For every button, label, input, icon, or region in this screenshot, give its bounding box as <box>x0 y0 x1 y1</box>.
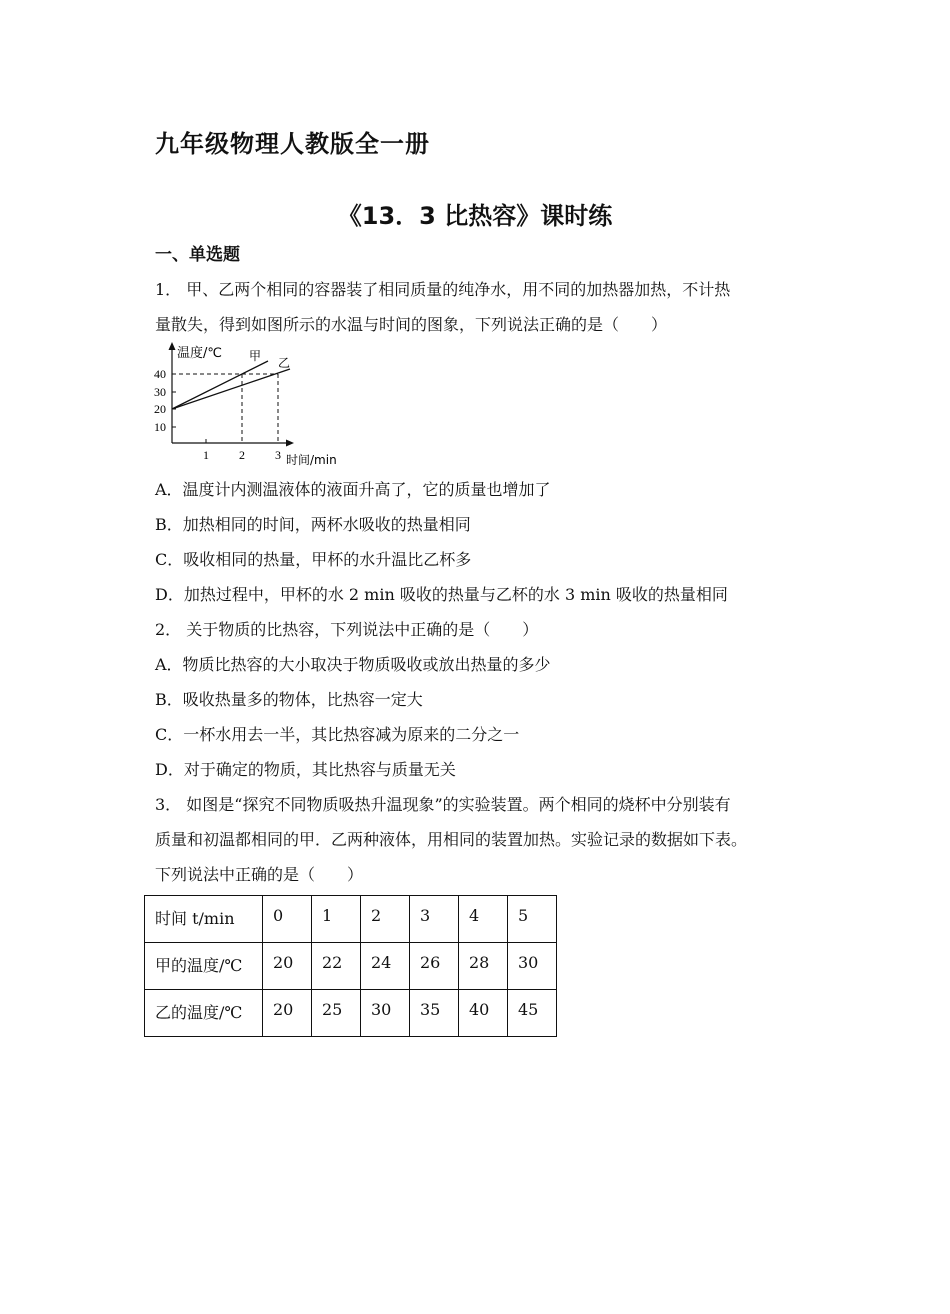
section-heading: 一、单选题 <box>155 245 240 265</box>
table-row <box>145 990 557 1037</box>
q3-stem-line2: 质量和初温都相同的甲．乙两种液体，用相同的装置加热。实验记录的数据如下表。 <box>155 830 748 849</box>
y-tick-label: 10 <box>154 420 166 434</box>
q1-option-a: A．温度计内测温液体的液面升高了，它的质量也增加了 <box>155 480 551 499</box>
x-axis-label: 时间/min <box>286 453 337 467</box>
table-row <box>145 896 557 943</box>
book-title: 九年级物理人教版全一册 <box>155 130 430 158</box>
temperature-time-graph <box>145 340 360 470</box>
q2-option-d: D．对于确定的物质，其比热容与质量无关 <box>155 760 456 779</box>
table-cell: 20 <box>263 943 312 990</box>
table-cell: 甲的温度/℃ <box>145 943 263 990</box>
table-cell: 28 <box>459 943 508 990</box>
y-axis-label: 温度/℃ <box>177 346 222 361</box>
q2-option-c: C．一杯水用去一半，其比热容减为原来的二分之一 <box>155 725 520 744</box>
table-cell: 45 <box>508 990 557 1037</box>
x-tick-label: 1 <box>203 448 209 462</box>
table-cell: 40 <box>459 990 508 1037</box>
table-cell: 2 <box>361 896 410 943</box>
table-cell: 24 <box>361 943 410 990</box>
q2-option-b: B．吸收热量多的物体，比热容一定大 <box>155 690 423 709</box>
q3-data-table <box>144 895 557 1037</box>
q1-stem-line1: 1． 甲、乙两个相同的容器装了相同质量的纯净水，用不同的加热器加热，不计热 <box>155 280 731 299</box>
q1-stem-line2: 量散失，得到如图所示的水温与时间的图象，下列说法正确的是（ ） <box>155 315 668 334</box>
x-tick-label: 2 <box>239 448 245 462</box>
table-cell: 0 <box>263 896 312 943</box>
table-cell: 30 <box>508 943 557 990</box>
q1-option-b: B．加热相同的时间，两杯水吸收的热量相同 <box>155 515 471 534</box>
table-cell: 22 <box>312 943 361 990</box>
q3-stem-line1: 3． 如图是“探究不同物质吸热升温现象”的实验装置。两个相同的烧杯中分别装有 <box>155 795 731 814</box>
q2-stem: 2． 关于物质的比热容，下列说法中正确的是（ ） <box>155 620 539 639</box>
q1-option-d: D．加热过程中，甲杯的水 2 min 吸收的热量与乙杯的水 3 min 吸收的热量相同 <box>155 585 728 604</box>
series-line-jia <box>172 361 268 409</box>
table-cell: 35 <box>410 990 459 1037</box>
x-tick-label: 3 <box>275 448 281 462</box>
q1-option-c: C．吸收相同的热量，甲杯的水升温比乙杯多 <box>155 550 472 569</box>
table-cell: 25 <box>312 990 361 1037</box>
table-cell: 1 <box>312 896 361 943</box>
table-cell: 乙的温度/℃ <box>145 990 263 1037</box>
x-axis-arrow <box>286 440 294 447</box>
table-cell: 4 <box>459 896 508 943</box>
y-axis-arrow <box>169 342 176 350</box>
table-cell: 3 <box>410 896 459 943</box>
table-cell: 26 <box>410 943 459 990</box>
y-tick-label: 30 <box>154 385 166 399</box>
q2-option-a: A．物质比热容的大小取决于物质吸收或放出热量的多少 <box>155 655 551 674</box>
series-label-jia: 甲 <box>249 349 262 363</box>
q3-stem-line3: 下列说法中正确的是（ ） <box>155 865 364 884</box>
table-cell: 20 <box>263 990 312 1037</box>
series-line-yi <box>172 369 290 409</box>
table-cell: 5 <box>508 896 557 943</box>
y-tick-label: 40 <box>154 367 166 381</box>
table-cell: 30 <box>361 990 410 1037</box>
y-tick-label: 20 <box>154 402 166 416</box>
table-row <box>145 943 557 990</box>
lesson-title: 《13．3 比热容》课时练 <box>337 202 613 230</box>
series-label-yi: 乙 <box>278 356 291 370</box>
table-cell: 时间 t/min <box>145 896 263 943</box>
